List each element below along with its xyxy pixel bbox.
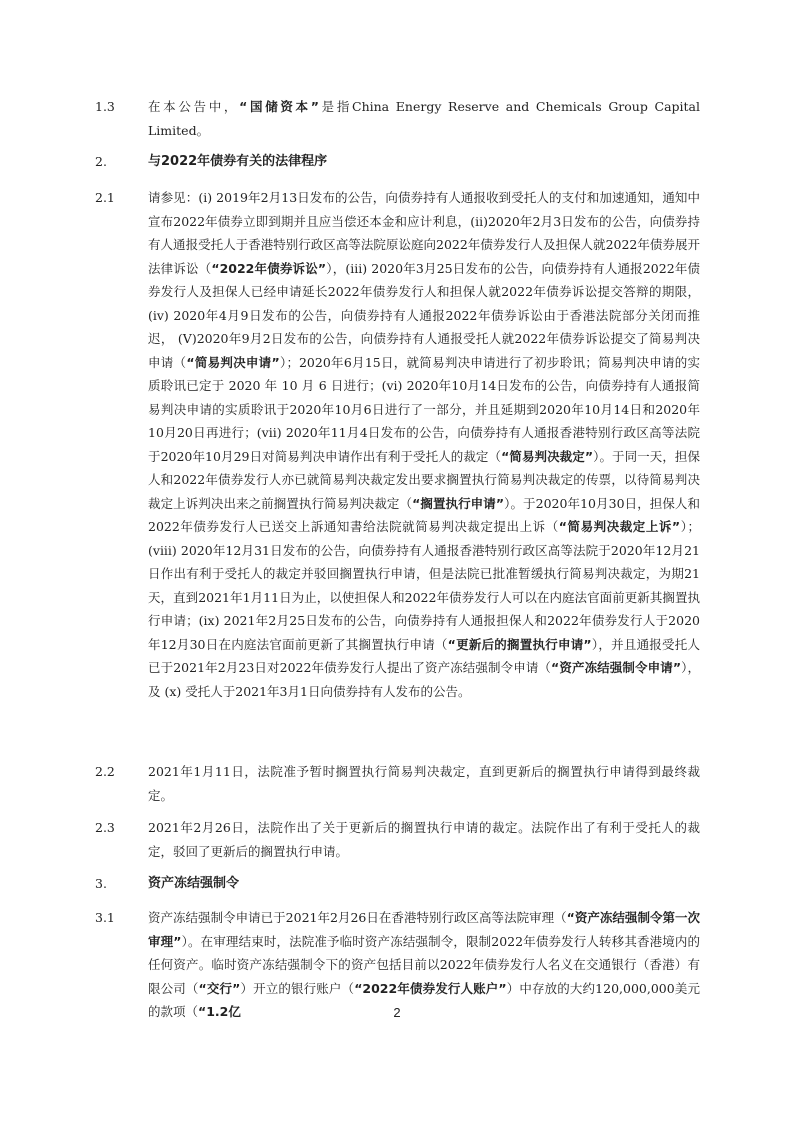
defined-term: “2022年债券发行人账户” [354, 980, 507, 996]
section-1-3 [95, 95, 700, 142]
defined-term: “简易判决申请” [186, 354, 280, 370]
defined-term: “搁置执行申请” [412, 495, 505, 511]
defined-term: “资产冻结强制令第一次审理” [148, 910, 701, 949]
defined-term: “资产冻结强制令申请” [551, 660, 682, 675]
section-number: 3. [95, 876, 107, 891]
defined-term: “2022年债券诉讼” [211, 260, 327, 276]
paragraph-text: 资产冻结强制令申请已于2021年2月26日在香港特别行政区高等法院审理（“资产冻结强制令第一次审理”）。在审理结束时，法院准予临时资产冻结强制令，限制2022年债券发行人转移其香港境内的任何资产。临时资产冻结强制令下的资产包括目前以2022年债券发行人名义在交通银行（香港）有限公司（“交行”）开立的银行账户（“2022年债券发行人账户”）中存放的大约120,000,000美元的款项（“1.2亿 [148, 910, 701, 1019]
paragraph-text: 2021年2月26日，法院作出了关于更新后的搁置执行申请的裁定。法院作出了有利于受托人的裁定，驳回了更新后的搁置执行申请。 [148, 820, 700, 859]
section-number: 2.2 [95, 764, 115, 779]
defined-term: “简易判决裁定” [501, 448, 594, 464]
paragraph-text: 在本公告中，“国储资本”是指China Energy Reserve and Chemicals Group Capital Limited。 [148, 99, 700, 138]
section-number: 3.1 [95, 910, 115, 925]
defined-term: “国储资本” [239, 99, 319, 114]
section-number: 2. [95, 154, 107, 169]
defined-term: “1.2亿 [198, 1004, 241, 1019]
section-title: 资产冻结强制令 [148, 876, 240, 891]
defined-term: “更新后的搁置执行申请” [447, 636, 592, 652]
section-2-2 [95, 760, 700, 807]
section-2-1 [95, 186, 700, 703]
section-2-3 [95, 816, 700, 863]
section-number: 1.3 [95, 99, 115, 114]
section-number: 2.1 [95, 190, 115, 205]
defined-term: “简易判决裁定上诉” [558, 519, 681, 534]
section-title: 与2022年债券有关的法律程序 [148, 154, 328, 169]
page-number: 2 [393, 1005, 401, 1020]
paragraph-text: 请参见：(i) 2019年2月13日发布的公告，向债券持有人通报收到受托人的支付和加速通知，通知中宣布2022年债券立即到期并且应当偿还本金和应计利息，(ii)2020年2月3日发布的公告，向债券持有人通报受托人于香港特别行政区高等法院原讼庭向2022年债券发行人及担保人就2022年债券展开法律诉讼（“2022年债券诉讼”），(iii) 2020年3月25日发布的公告，向债券持有人通报2022年债券发行人及担保人已经申请延长2022年债券发行人和担保人就2022年债券诉讼提交答辩的期限，(iv) 2020年4月9日发布的公告，向债券持有人通报2022年债券诉讼由于香港法院部分关闭而推迟， (V)2020年9月2日发布的公告，向债券持有人通报受托人就2022年债券诉讼提交了简易判决申请（“简易判决申请”）；2020年6月15日，就简易判决申请进行了初步聆讯；简易判决申请的实质聆讯已定于 2020 年 10 月 6 日进行；(vi) 2020年10月14日发布的公告，向债券持有人通报简易判决申请的实质聆讯于2020年10月6日进行了一部分，并且延期到2020年10月14日和2020年10月20日再进行；(vii) 2020年11月4日发布的公告，向债券持有人通报香港特别行政区高等法院于2020年10月29日对简易判决申请作出有利于受托人的裁定（“简易判决裁定”）。于同一天，担保人和2022年债券发行人亦已就简易判决裁定发出要求搁置执行简易判决裁定的传票，以待简易判决裁定上诉判决出来之前搁置执行简易判决裁定（“搁置执行申请”）。于2020年10月30日，担保人和2022年债券发行人已送交上訴通知書给法院就简易判决裁定提出上诉（“简易判决裁定上诉”）；(viii) 2020年12月31日发布的公告，向债券持有人通报香港特别行政区高等法院于2020年12月21日作出有利于受托人的裁定并驳回搁置执行申请，但是法院已批准暂缓执行简易判决裁定，为期21天，直到2021年1月11日为止，以使担保人和2022年债券发行人可以在内庭法官面前更新其搁置执行申请；(ix) 2021年2月25日发布的公告，向债券持有人通报担保人和2022年债券发行人于2020年12月30日在内庭法官面前更新了其搁置执行申请（“更新后的搁置执行申请”），并且通报受托人已于2021年2月23日对2022年债券发行人提出了资产冻结强制令申请（“资产冻结强制令申请”），及 (x) 受托人于2021年3月1日向债券持有人发布的公告。 [148, 190, 701, 699]
defined-term: “交行” [198, 980, 241, 996]
paragraph-text: 2021年1月11日，法院准予暂时搁置执行简易判决裁定，直到更新后的搁置执行申请得到最终裁定。 [148, 764, 700, 803]
section-3-heading [95, 872, 700, 896]
section-number: 2.3 [95, 820, 115, 835]
section-2-heading [95, 150, 700, 174]
